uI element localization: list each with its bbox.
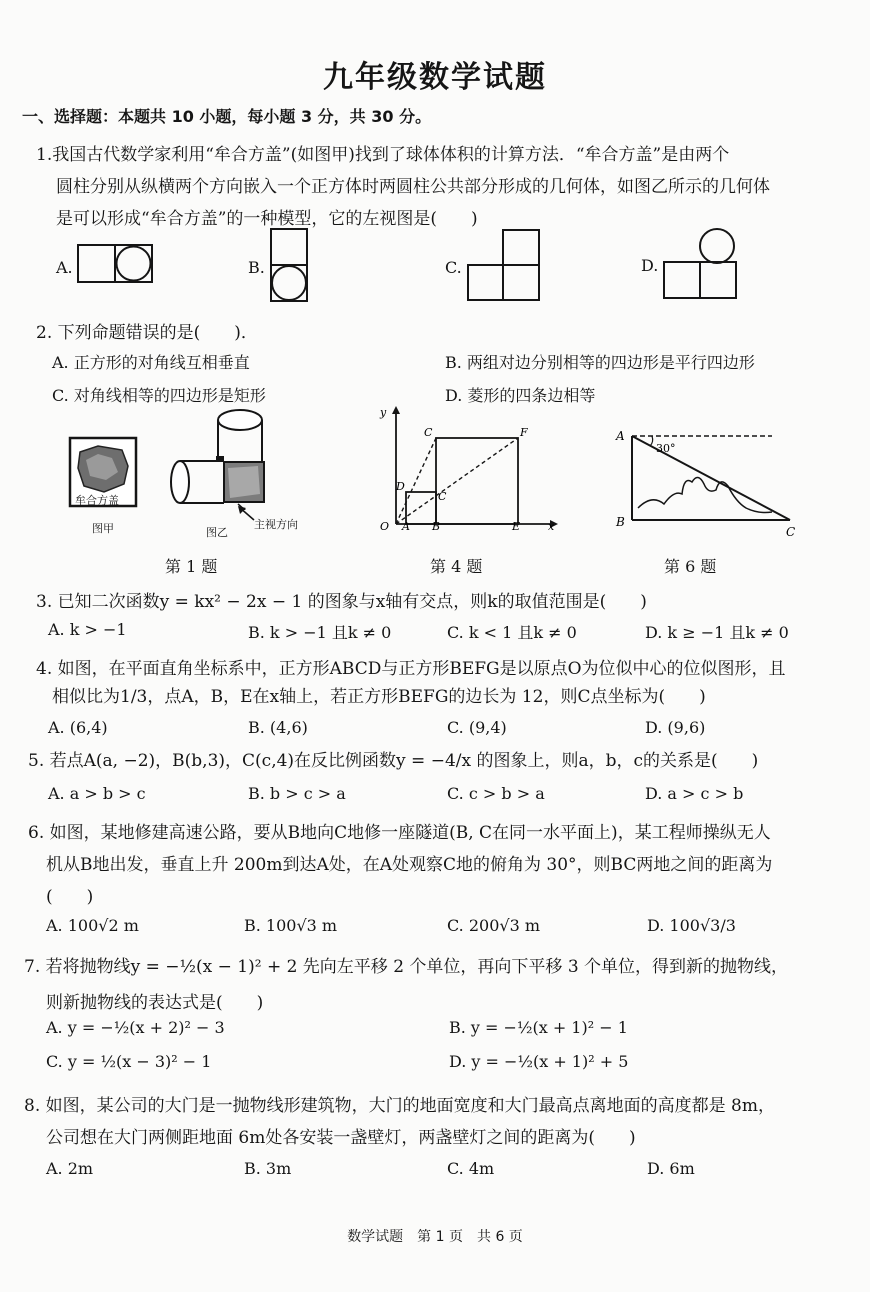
q8-option-b: B. 3m	[244, 1159, 292, 1178]
q3-option-d: D. k ≥ −1 且k ≠ 0	[645, 623, 789, 642]
q6-option-d: D. 100√3/3	[647, 916, 736, 935]
q1-option-b-label: B.	[248, 258, 265, 277]
fig6-label-b: B	[616, 515, 625, 529]
q7-line1: 7. 若将抛物线y = −½(x − 1)² + 2 先向左平移 2 个单位，再向下平移 3 个单位，得到新的抛物线，	[24, 957, 789, 977]
fig6-caption: 第 6 题	[664, 557, 717, 576]
q3-option-a: A. k > −1	[48, 620, 127, 639]
q5-option-a: A. a > b > c	[48, 784, 146, 803]
q8-option-c: C. 4m	[447, 1159, 495, 1178]
q7-line2: 则新抛物线的表达式是( )	[46, 993, 264, 1013]
q8-line2: 公司想在大门两侧距地面 6m处各安装一盏壁灯，两盏壁灯之间的距离为( )	[46, 1128, 636, 1148]
fig4-label-c: C	[438, 490, 447, 503]
q7-option-d: D. y = −½(x + 1)² + 5	[449, 1052, 629, 1071]
fig6-diagram	[612, 424, 802, 540]
q2-option-b: B. 两组对边分别相等的四边形是平行四边形	[445, 353, 755, 372]
q1-option-d-label: D.	[641, 256, 659, 275]
fig1-direction-arrow	[236, 504, 256, 522]
q6-line2: 机从B地出发，垂直上升 200m到达A处，在A处观察C地的俯角为 30°，则BC两地之间的距离为	[46, 855, 773, 875]
fig4-caption: 第 4 题	[430, 557, 483, 576]
q4-option-d: D. (9,6)	[645, 718, 706, 737]
fig6-label-angle: 30°	[656, 442, 676, 455]
q2-stem: 2. 下列命题错误的是( )．	[36, 323, 258, 343]
section-heading: 一、选择题：本题共 10 小题，每小题 3 分，共 30 分。	[22, 107, 432, 126]
fig1-jia-caption: 图甲	[92, 522, 114, 535]
fig1-box-label: 牟合方盖	[75, 494, 119, 507]
q4-line1: 4. 如图，在平面直角坐标系中，正方形ABCD与正方形BEFG是以原点O为位似中心的位似图形，且	[36, 659, 786, 679]
q6-option-c: C. 200√3 m	[447, 916, 541, 935]
q4-option-c: C. (9,4)	[447, 718, 507, 737]
q1-option-a-label: A.	[56, 258, 73, 277]
q1-line2: 圆柱分别从纵横两个方向嵌入一个正方体时两圆柱公共部分形成的几何体，如图乙所示的几何体	[56, 177, 770, 197]
fig4-diagram	[372, 404, 562, 536]
q1-option-a-figure	[76, 243, 156, 285]
q2-option-c: C. 对角线相等的四边形是矩形	[52, 386, 266, 405]
fig6-label-c: C	[786, 525, 796, 539]
fig4-label-x: x	[548, 520, 555, 533]
fig4-label-f: F	[520, 426, 528, 439]
q3-option-b: B. k > −1 且k ≠ 0	[248, 623, 392, 642]
fig1-caption: 第 1 题	[165, 557, 218, 576]
fig4-label-g: C	[424, 426, 433, 439]
q1-option-b-figure	[269, 227, 311, 305]
q7-option-b: B. y = −½(x + 1)² − 1	[449, 1018, 628, 1037]
fig4-label-a: A	[402, 520, 410, 533]
q1-option-c-figure	[466, 228, 544, 304]
q5-option-b: B. b > c > a	[248, 784, 346, 803]
q8-option-d: D. 6m	[647, 1159, 695, 1178]
q4-line2: 相似比为1/3，点A，B，E在x轴上，若正方形BEFG的边长为 12，则C点坐标为( )	[52, 687, 706, 707]
fig6-label-a: A	[616, 429, 625, 443]
q6-option-b: B. 100√3 m	[244, 916, 338, 935]
fig1-direction-label: 主视方向	[254, 518, 298, 531]
q5-option-c: C. c > b > a	[447, 784, 545, 803]
q4-option-b: B. (4,6)	[248, 718, 308, 737]
q1-option-d-figure	[662, 226, 740, 302]
q2-option-d: D. 菱形的四条边相等	[445, 386, 596, 405]
q2-option-a: A. 正方形的对角线互相垂直	[52, 353, 250, 372]
fig1-yi-caption: 图乙	[206, 526, 228, 539]
fig4-label-o: O	[380, 520, 390, 533]
q1-line1: 1.我国古代数学家利用“牟合方盖”(如图甲)找到了球体体积的计算方法．“牟合方盖”是由两个	[36, 145, 730, 165]
page-title: 九年级数学试题	[323, 60, 547, 95]
q8-line1: 8. 如图，某公司的大门是一抛物线形建筑物，大门的地面宽度和大门最高点离地面的高度都是 8m，	[24, 1096, 775, 1116]
q7-option-c: C. y = ½(x − 3)² − 1	[46, 1052, 212, 1071]
q6-option-a: A. 100√2 m	[46, 916, 139, 935]
fig4-label-y: y	[380, 406, 387, 419]
q4-option-a: A. (6,4)	[48, 718, 108, 737]
q6-line3: ( )	[46, 887, 94, 907]
q5-stem: 5. 若点A(a, −2)，B(b,3)，C(c,4)在反比例函数y = −4/x 的图象上，则a，b，c的关系是( )	[28, 751, 759, 771]
q7-option-a: A. y = −½(x + 2)² − 3	[46, 1018, 225, 1037]
fig1-yi-figure	[168, 406, 272, 510]
q3-option-c: C. k < 1 且k ≠ 0	[447, 623, 577, 642]
fig4-label-d: D	[396, 480, 405, 493]
fig4-label-b: B	[432, 520, 441, 533]
q1-line3: 是可以形成“牟合方盖”的一种模型，它的左视图是( )	[56, 209, 478, 229]
q1-option-c-label: C.	[445, 258, 462, 277]
fig4-label-e: E	[512, 520, 521, 533]
page-footer: 数学试题 第 1 页 共 6 页	[347, 1229, 523, 1245]
q6-line1: 6. 如图，某地修建高速公路，要从B地向C地修一座隧道(B, C在同一水平面上)，某工程师操纵无人	[28, 823, 771, 843]
q8-option-a: A. 2m	[46, 1159, 94, 1178]
q5-option-d: D. a > c > b	[645, 784, 744, 803]
q3-stem: 3. 已知二次函数y = kx² − 2x − 1 的图象与x轴有交点，则k的取值范围是( )	[36, 592, 647, 612]
